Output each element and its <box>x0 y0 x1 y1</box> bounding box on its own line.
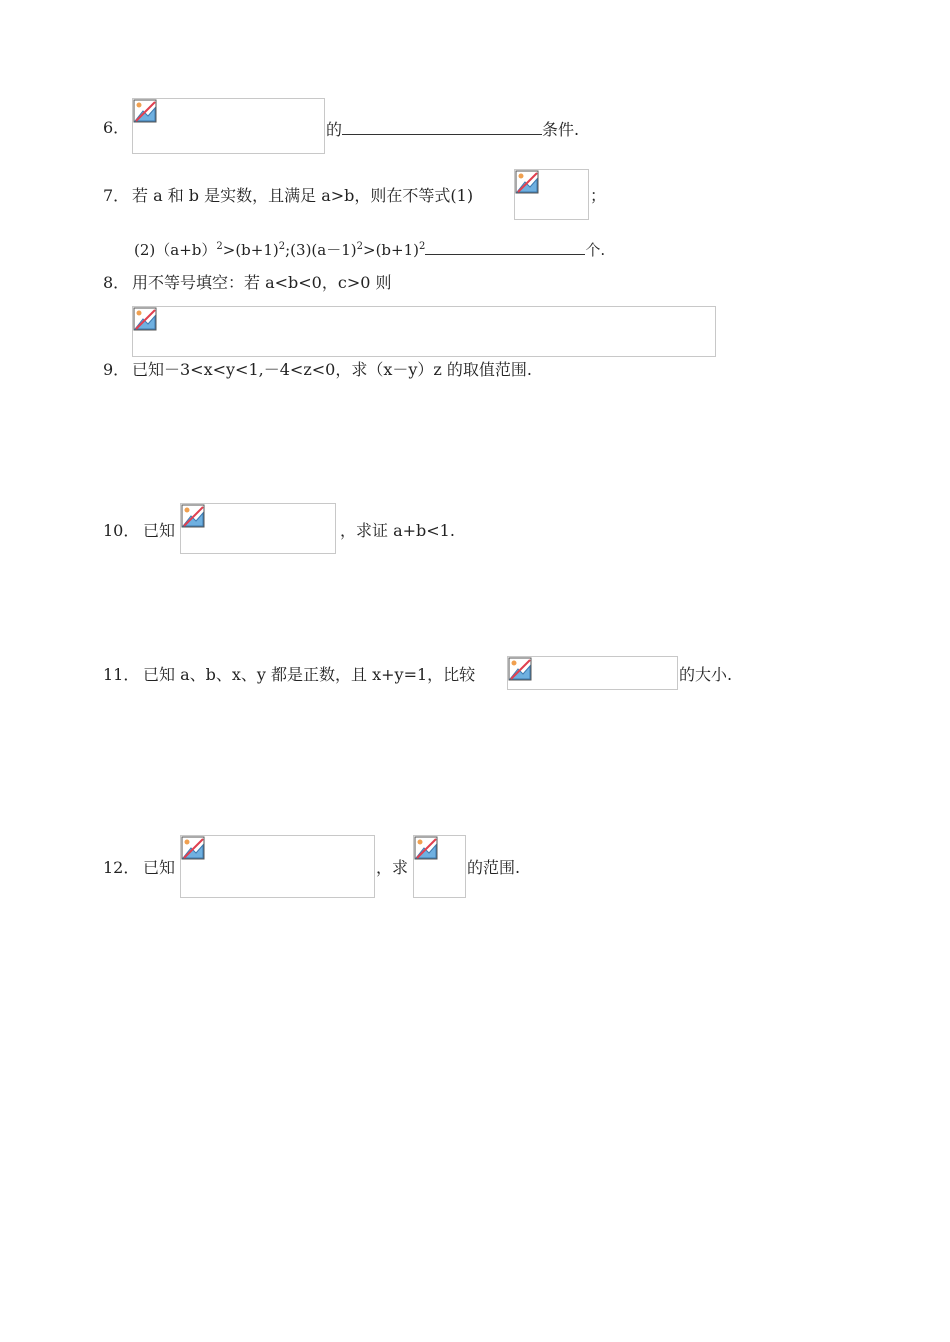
q7-l2-b: >(b+1) <box>222 241 279 259</box>
q8-formula-image <box>132 306 716 357</box>
broken-image-icon <box>508 657 532 681</box>
q6-text <box>326 118 579 140</box>
q11-post: 的大小. <box>679 665 733 684</box>
q7-l2-a: (2)（a+b） <box>134 241 217 259</box>
q7-sup-4: 2 <box>419 241 426 252</box>
q10-formula-image <box>180 503 336 554</box>
q6-end: 条件. <box>542 120 580 139</box>
q8-text: 用不等号填空：若 a<b<0，c>0 则 <box>132 273 392 292</box>
q10-number: 10． <box>103 521 140 540</box>
q8-number: 8． <box>103 273 130 292</box>
q7-answer-blank[interactable] <box>425 238 585 255</box>
q7-line1: 若 a 和 b 是实数，且满足 a>b，则在不等式(1) <box>132 186 474 205</box>
q9-number: 9． <box>103 360 130 379</box>
q12-post: 的范围. <box>467 858 521 877</box>
q12-number: 12． <box>103 858 140 877</box>
q7-sup-3: 2 <box>356 241 363 252</box>
q11-formula-image <box>507 656 678 690</box>
q12-formula-image-2 <box>413 835 466 898</box>
q7-l2-d: >(b+1) <box>363 241 419 259</box>
broken-image-icon <box>414 836 438 860</box>
broken-image-icon <box>133 99 157 123</box>
broken-image-icon <box>181 836 205 860</box>
q6-formula-image <box>132 98 325 154</box>
q12-formula-image-1 <box>180 835 375 898</box>
q7-semicolon: ； <box>590 186 607 205</box>
q10-post: ，求证 a+b<1. <box>340 521 455 540</box>
q12-pre: 已知 <box>143 858 176 877</box>
broken-image-icon <box>133 307 157 331</box>
q11-pre: 已知 a、b、x、y 都是正数，且 x+y=1，比较 <box>143 665 476 684</box>
q12-mid: ，求 <box>376 858 409 877</box>
q7-formula-image <box>514 169 589 220</box>
q6-number: 6． <box>103 118 130 137</box>
q7-l2-c: ;(3)(a－1) <box>285 241 357 259</box>
broken-image-icon <box>515 170 539 194</box>
q9-text: 已知－3<x<y<1,－4<z<0，求（x－y）z 的取值范围. <box>132 360 532 379</box>
q7-sup-1: 2 <box>216 241 223 252</box>
broken-image-icon <box>181 504 205 528</box>
q7-sup-2: 2 <box>278 241 286 252</box>
q7-end: 个. <box>585 241 606 259</box>
q6-mid: 的 <box>326 120 343 139</box>
q6-answer-blank[interactable] <box>342 118 542 135</box>
q11-number: 11． <box>103 665 140 684</box>
q10-pre: 已知 <box>143 521 176 540</box>
q7-line2 <box>134 237 605 260</box>
q7-number: 7． <box>103 186 130 205</box>
